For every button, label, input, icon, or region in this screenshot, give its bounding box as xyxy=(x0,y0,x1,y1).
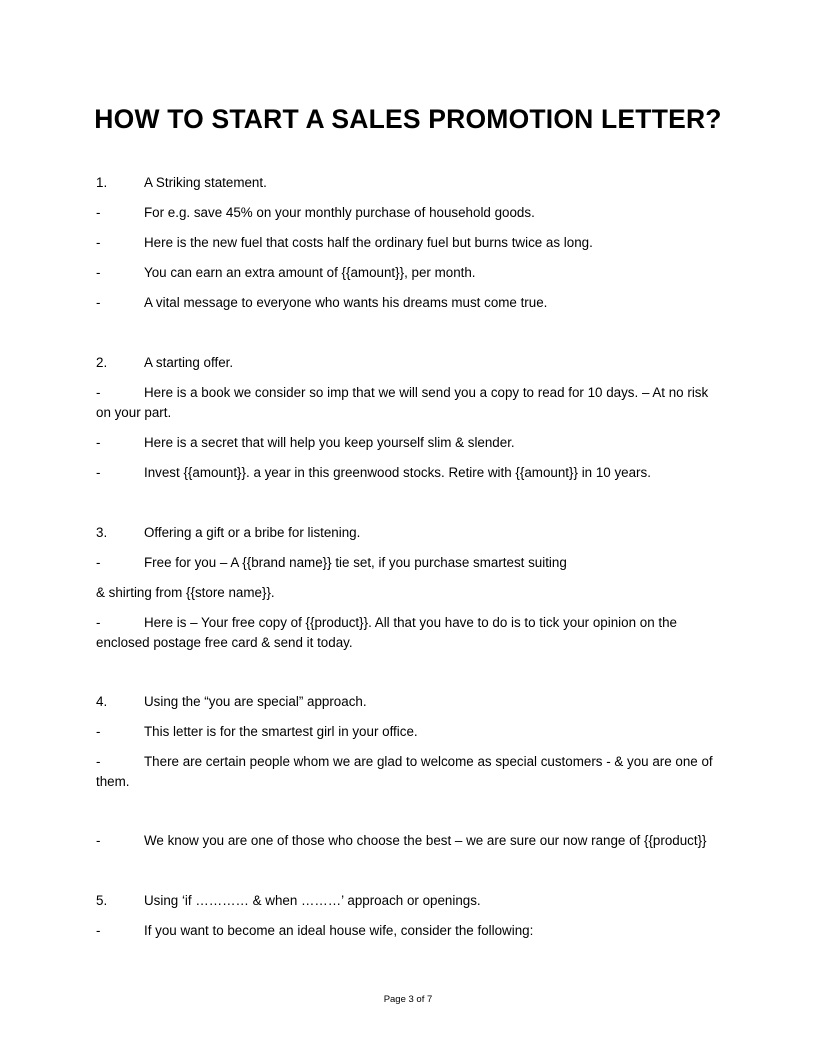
bullet-marker: - xyxy=(96,724,101,739)
section-heading xyxy=(96,891,736,911)
list-item-text: Invest {{amount}}. a year in this greenwood stocks. Retire with {{amount}} in 10 years. xyxy=(144,465,651,480)
bullet-marker: - xyxy=(96,754,101,769)
list-item-text: We know you are one of those who choose the best – we are sure our now range of {{product}} xyxy=(144,833,707,848)
list-item-text: There are certain people whom we are glad to welcome as special customers - & you are one of them. xyxy=(96,754,713,789)
list-item xyxy=(96,263,736,283)
section-heading xyxy=(96,353,736,373)
list-item xyxy=(96,613,716,652)
list-item-text: Here is a book we consider so imp that we will send you a copy to read for 10 days. – At no risk on your part. xyxy=(96,385,709,420)
list-item xyxy=(96,233,736,253)
bullet-marker: - xyxy=(96,435,101,450)
bullet-marker: - xyxy=(96,235,101,250)
bullet-marker: - xyxy=(96,295,101,310)
section-number: 4. xyxy=(96,694,108,709)
section-number: 5. xyxy=(96,893,108,908)
bullet-marker: - xyxy=(96,923,101,938)
section-heading-text: Offering a gift or a bribe for listening. xyxy=(144,525,361,540)
list-item-text: Free for you – A {{brand name}} tie set, if you purchase smartest suiting xyxy=(144,555,567,570)
bullet-marker: - xyxy=(96,265,101,280)
list-item xyxy=(96,463,736,483)
bullet-marker: - xyxy=(96,465,101,480)
bullet-marker: - xyxy=(96,385,101,400)
list-item xyxy=(96,383,716,422)
section-heading xyxy=(96,173,736,193)
bullet-marker: - xyxy=(96,833,101,848)
section-number: 2. xyxy=(96,355,108,370)
section-number: 1. xyxy=(96,175,108,190)
list-item-text: This letter is for the smartest girl in your office. xyxy=(144,724,418,739)
list-item-text: Here is – Your free copy of {{product}}. All that you have to do is to tick your opinion on the enclosed postage free card & send it today. xyxy=(96,615,677,650)
list-item xyxy=(96,553,736,573)
list-item xyxy=(96,921,736,941)
section-heading-text: Using the “you are special” approach. xyxy=(144,694,367,709)
section-number: 3. xyxy=(96,525,108,540)
list-item-text: Here is the new fuel that costs half the ordinary fuel but burns twice as long. xyxy=(144,235,593,250)
section-heading xyxy=(96,523,736,543)
list-item-text: For e.g. save 45% on your monthly purchase of household goods. xyxy=(144,205,535,220)
list-item-text: You can earn an extra amount of {{amount}}, per month. xyxy=(144,265,476,280)
list-item-text: If you want to become an ideal house wife, consider the following: xyxy=(144,923,534,938)
bullet-marker: - xyxy=(96,205,101,220)
list-item xyxy=(96,293,736,313)
list-item-text: A vital message to everyone who wants his dreams must come true. xyxy=(144,295,548,310)
bullet-marker: - xyxy=(96,555,101,570)
list-item-text: Here is a secret that will help you keep yourself slim & slender. xyxy=(144,435,515,450)
section-heading-text: Using ‘if ………… & when ………’ approach or openings. xyxy=(144,893,481,908)
list-item xyxy=(96,203,736,223)
list-item xyxy=(96,433,736,453)
section-heading-text: A starting offer. xyxy=(144,355,234,370)
section-heading xyxy=(96,692,736,712)
list-item xyxy=(96,831,736,851)
list-item xyxy=(96,722,736,742)
page-title: HOW TO START A SALES PROMOTION LETTER? xyxy=(94,104,722,134)
continuation-line: & shirting from {{store name}}. xyxy=(96,585,275,600)
page-number-footer: Page 3 of 7 xyxy=(383,994,433,1005)
bullet-marker: - xyxy=(96,615,101,630)
list-item xyxy=(96,752,716,791)
section-heading-text: A Striking statement. xyxy=(144,175,267,190)
